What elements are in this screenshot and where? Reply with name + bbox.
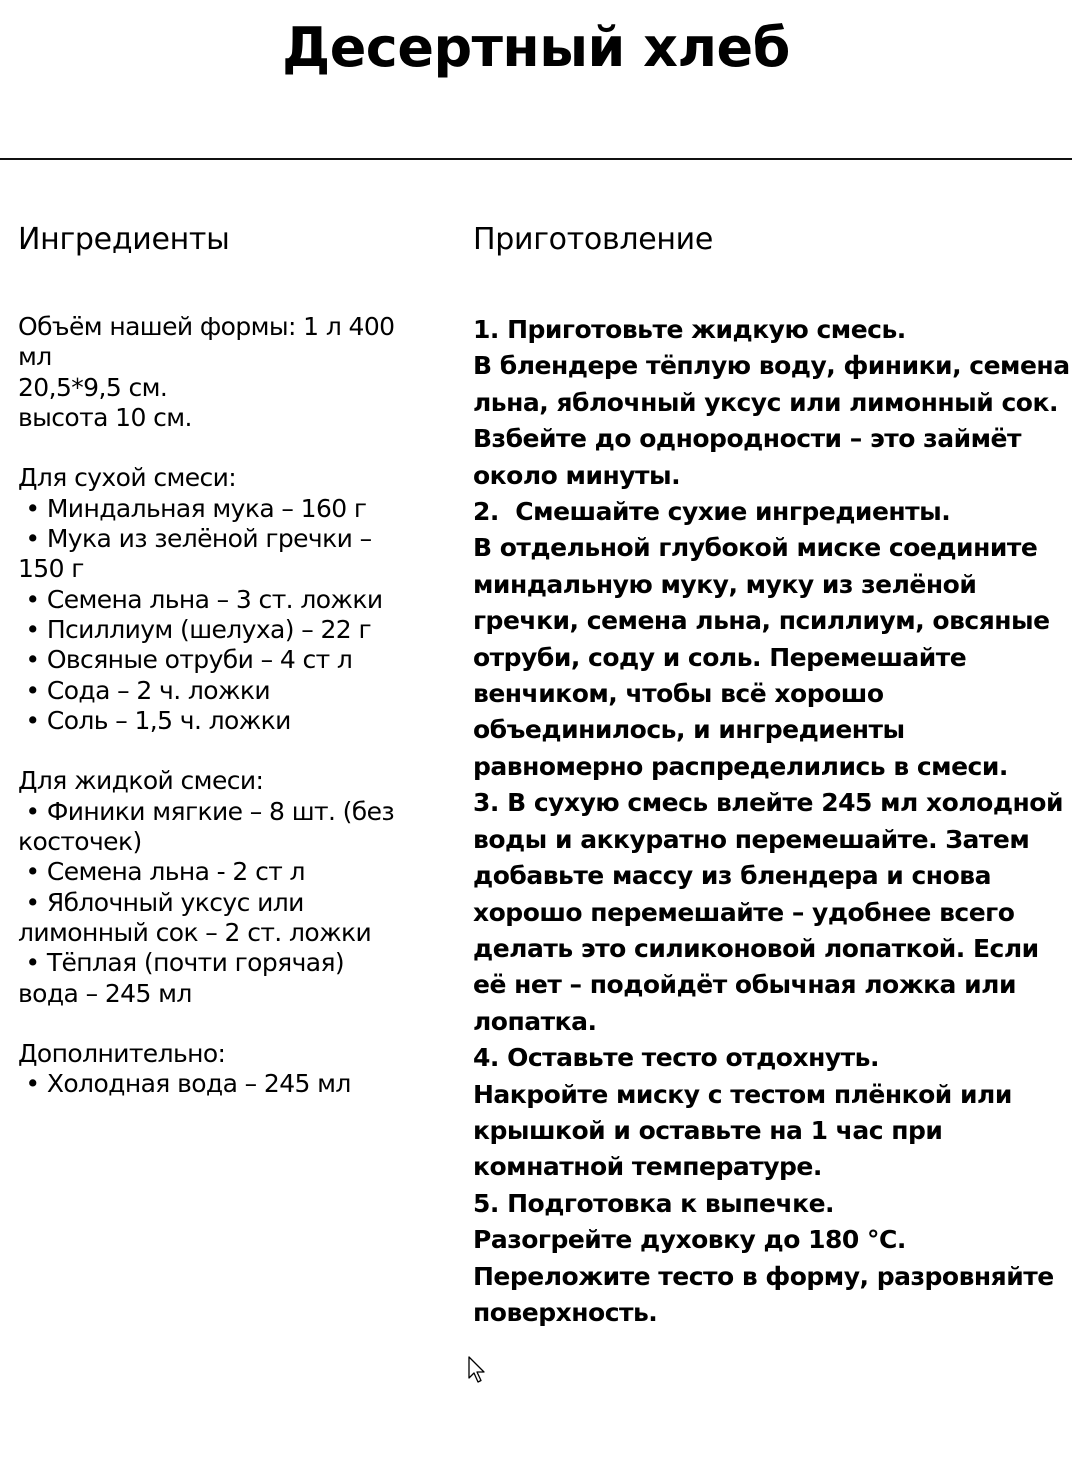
ingredients-column — [18, 220, 438, 1100]
spacer — [18, 1009, 438, 1039]
step-line: хорошо перемешайте – удобнее всего — [473, 897, 1015, 927]
ingredient-line: Для жидкой смеси: — [18, 766, 264, 796]
page-title: Десертный хлеб — [282, 16, 790, 79]
preparation-column — [473, 220, 1070, 1331]
step-line: 1. Приготовьте жидкую смесь. — [473, 315, 906, 344]
step-line: 5. Подготовка к выпечке. — [473, 1188, 835, 1218]
step-line: отруби, соду и соль. Перемешайте — [473, 642, 967, 672]
step-line: объединилось, и ингредиенты — [473, 715, 905, 745]
step-line: добавьте массу из блендера и снова — [473, 861, 991, 891]
step-line: Накройте миску с тестом плёнкой или — [473, 1079, 1012, 1109]
ingredient-line: лимонный сок – 2 ст. ложки — [18, 917, 372, 947]
ingredient-line: мл — [18, 342, 52, 372]
title-divider — [0, 158, 1072, 160]
step-line: венчиком, чтобы всё хорошо — [473, 679, 884, 709]
ingredient-line: 150 г — [18, 554, 84, 584]
preparation-heading: Приготовление — [473, 222, 714, 257]
ingredient-line: • Холодная вода – 245 мл — [18, 1069, 351, 1099]
ingredient-line: вода – 245 мл — [18, 978, 192, 1008]
ingredient-line: • Овсяные отруби – 4 ст л — [18, 645, 353, 675]
step-line: делать это силиконовой лопаткой. Если — [473, 933, 1039, 963]
step-line: Разогрейте духовку до 180 °С. — [473, 1225, 906, 1255]
spacer — [18, 736, 438, 766]
ingredient-line: • Яблочный уксус или — [18, 887, 304, 917]
step-line: В отдельной глубокой миске соедините — [473, 533, 1038, 563]
ingredients-heading: Ингредиенты — [18, 222, 230, 257]
step-line: В блендере тёплую воду, финики, семена — [473, 351, 1070, 381]
ingredient-line: • Семена льна – 3 ст. ложки — [18, 584, 383, 614]
step-line: поверхность. — [473, 1297, 658, 1327]
mouse-pointer-icon — [467, 1356, 487, 1384]
step-line: 4. Оставьте тесто отдохнуть. — [473, 1043, 879, 1073]
ingredient-line: Объём нашей формы: 1 л 400 — [18, 312, 395, 341]
step-line: 2. Смешайте сухие ингредиенты. — [473, 497, 951, 527]
ingredient-line: косточек) — [18, 827, 142, 857]
step-line: крышкой и оставьте на 1 час при — [473, 1115, 943, 1145]
ingredient-line: • Тёплая (почти горячая) — [18, 948, 345, 978]
ingredient-line: • Псиллиум (шелуха) – 22 г — [18, 614, 371, 644]
ingredient-line: Для сухой смеси: — [18, 463, 237, 493]
step-line: льна, яблочный уксус или лимонный сок. — [473, 387, 1058, 417]
step-line: её нет – подойдёт обычная ложка или — [473, 970, 1016, 1000]
ingredient-line: • Мука из зелёной гречки – — [18, 524, 372, 554]
ingredient-line: • Сода – 2 ч. ложки — [18, 675, 271, 705]
step-line: равномерно распределились в смеси. — [473, 751, 1008, 781]
ingredient-line: • Финики мягкие – 8 шт. (без — [18, 796, 395, 826]
preparation-steps — [473, 312, 1070, 1331]
step-line: Переложите тесто в форму, разровняйте — [473, 1261, 1054, 1291]
ingredient-line: • Миндальная мука – 160 г — [18, 493, 367, 523]
ingredient-line: • Соль – 1,5 ч. ложки — [18, 705, 291, 735]
step-line: воды и аккуратно перемешайте. Затем — [473, 824, 1030, 854]
ingredient-line: Дополнительно: — [18, 1039, 226, 1069]
step-line: комнатной температуре. — [473, 1152, 822, 1182]
step-line: 3. В сухую смесь влейте 245 мл холодной — [473, 788, 1063, 818]
ingredients-list — [18, 312, 438, 1100]
step-line: гречки, семена льна, псиллиум, овсяные — [473, 606, 1050, 636]
ingredient-line: • Семена льна - 2 ст л — [18, 857, 305, 887]
step-line: лопатка. — [473, 1006, 597, 1036]
ingredient-line: высота 10 см. — [18, 402, 192, 432]
step-line: около минуты. — [473, 460, 681, 490]
step-line: Взбейте до однородности – это займёт — [473, 424, 1021, 454]
step-line: миндальную муку, муку из зелёной — [473, 569, 977, 599]
spacer — [18, 433, 438, 463]
ingredient-line: 20,5*9,5 см. — [18, 372, 168, 402]
